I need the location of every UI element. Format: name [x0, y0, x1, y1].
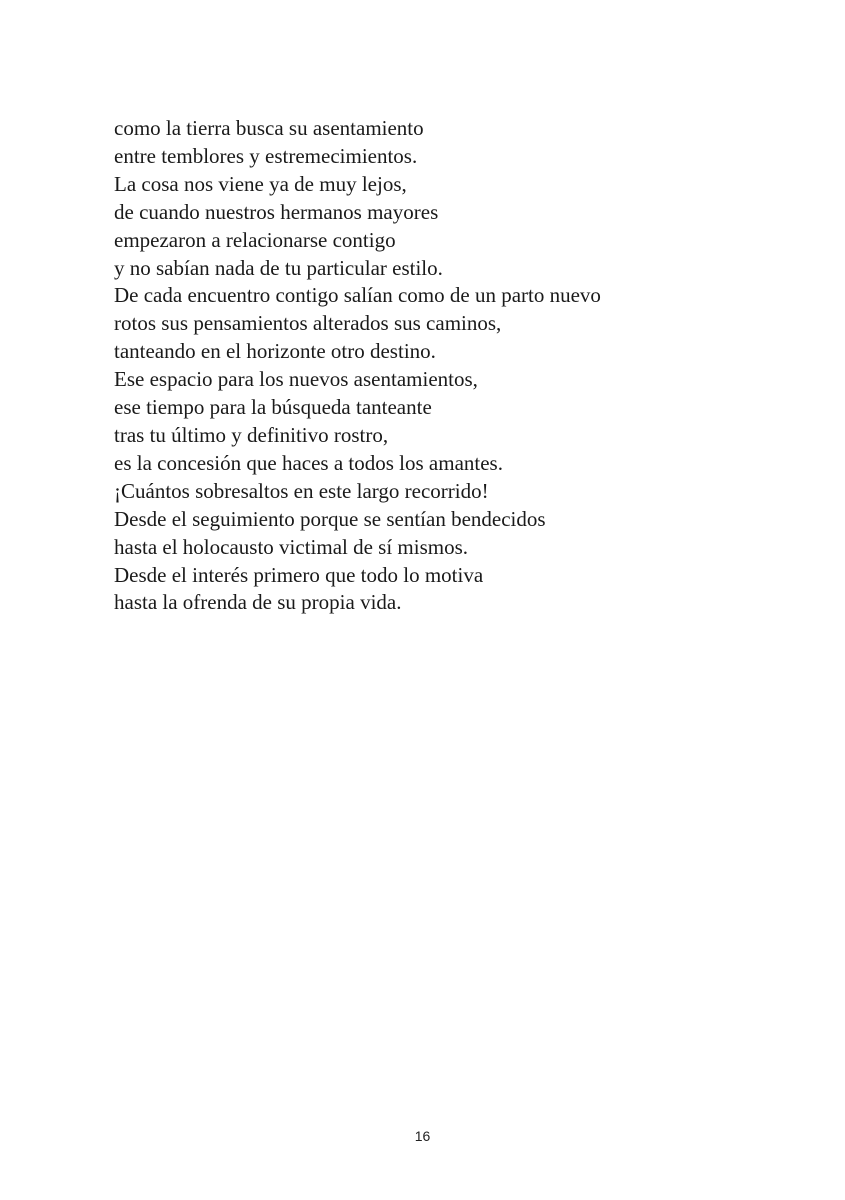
poem-line: entre temblores y estremecimientos.: [114, 143, 418, 168]
poem-line: y no sabían nada de tu particular estilo.: [114, 255, 443, 280]
poem-line: rotos sus pensamientos alterados sus caminos,: [114, 311, 502, 336]
poem-line: De cada encuentro contigo salían como de un parto nuevo: [114, 283, 601, 308]
poem-line: tanteando en el horizonte otro destino.: [114, 339, 436, 364]
poem-line: como la tierra busca su asentamiento: [114, 116, 424, 140]
poem-line: Ese espacio para los nuevos asentamientos,: [114, 367, 478, 392]
poem-line: es la concesión que haces a todos los amantes.: [114, 450, 503, 475]
poem-body: [114, 115, 814, 617]
poem-line: tras tu último y definitivo rostro,: [114, 422, 389, 447]
poem-line: ¡Cuántos sobresaltos en este largo recorrido!: [114, 478, 489, 503]
poem-line: de cuando nuestros hermanos mayores: [114, 199, 439, 224]
poem-line: ese tiempo para la búsqueda tanteante: [114, 395, 432, 420]
page-number: 16: [414, 1128, 431, 1144]
poem-line: Desde el interés primero que todo lo motiva: [114, 562, 484, 587]
poem-line: empezaron a relacionarse contigo: [114, 227, 396, 252]
poem-line: La cosa nos viene ya de muy lejos,: [114, 171, 407, 196]
poem-line: hasta la ofrenda de su propia vida.: [114, 590, 402, 615]
poem-line: hasta el holocausto victimal de sí mismos.: [114, 534, 469, 559]
poem-line: Desde el seguimiento porque se sentían bendecidos: [114, 506, 546, 531]
